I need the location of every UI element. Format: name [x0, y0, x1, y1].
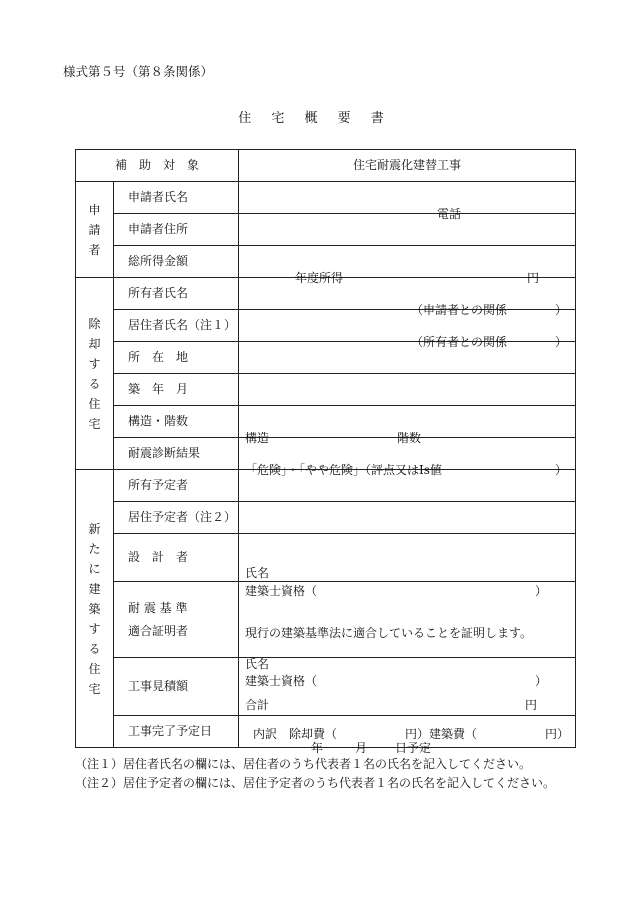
subsidy-row: [76, 150, 576, 182]
seismic-diagnosis-label: 耐震診断結果: [114, 438, 239, 470]
footnote-2: （注２）居住予定者の欄には、居住予定者のうち代表者１名の氏名を記入してください。: [75, 776, 556, 791]
designer-qualification: 建築士資格（: [245, 583, 318, 598]
new-resident-field[interactable]: [239, 502, 576, 534]
estimate-breakdown-demolish: 内訳 除却費（: [253, 726, 338, 741]
estimate-total-label: 合計: [245, 697, 270, 712]
designer-label: 設 計 者: [114, 534, 239, 582]
certifier-label: 耐 震 基 準 適合証明者: [114, 582, 239, 658]
applicant-group-label: 申 請 者: [76, 182, 114, 278]
owner-relation-close: ）: [555, 302, 568, 317]
document-title: 住 宅 概 要 書: [238, 111, 392, 126]
certifier-row: [76, 582, 576, 658]
designer-field[interactable]: [239, 534, 576, 598]
structure-row: [76, 406, 576, 438]
income-field[interactable]: [239, 246, 576, 285]
demolish-group-label: 除 却 す る 住 宅: [76, 278, 114, 470]
completion-year: 年: [311, 740, 324, 755]
applicant-name-field[interactable]: [239, 182, 576, 221]
owner-relation-label: （申請者との関係: [411, 302, 508, 317]
completion-label: 工事完了予定日: [114, 716, 239, 748]
estimate-label: 工事見積額: [114, 658, 239, 716]
structure-label: 構造・階数: [114, 406, 239, 438]
demolish-owner-label: 所有者氏名: [114, 278, 239, 310]
resident-relation-label: （所有者との関係: [411, 334, 508, 349]
subsidy-value: 住宅耐震化建替工事: [239, 150, 576, 182]
certifier-qualification: 建築士資格（: [245, 673, 318, 688]
estimate-divider: [239, 715, 575, 716]
estimate-total-yen: 円: [525, 697, 538, 712]
designer-row: [76, 534, 576, 582]
demolish-owner-field[interactable]: [239, 278, 576, 317]
certifier-name-label: 氏名: [245, 656, 270, 671]
location-label: 所 在 地: [114, 342, 239, 374]
applicant-address-field[interactable]: [239, 214, 576, 246]
estimate-row: [76, 658, 576, 716]
resident-relation-close: ）: [555, 334, 568, 349]
structure-field[interactable]: [239, 406, 576, 445]
estimate-breakdown-end: 円）: [545, 726, 570, 741]
applicant-name-row: [76, 182, 576, 214]
estimate-breakdown-build: 円）建築費（: [405, 726, 478, 741]
footnote-1: （注１）居住者氏名の欄には、居住者のうち代表者１名の氏名を記入してください。: [75, 757, 532, 771]
income-row: [76, 246, 576, 278]
seismic-diagnosis-text: 「危険」・「やや危険」（評点又はIs値: [245, 462, 442, 477]
new-resident-label: 居住予定者（注２）: [114, 502, 239, 534]
designer-qualification-close: ）: [535, 583, 548, 598]
completion-day: 日予定: [395, 740, 432, 755]
structure-text: 構造: [245, 430, 270, 445]
floors-text: 階数: [397, 430, 422, 445]
location-field[interactable]: [239, 342, 576, 374]
new-owner-label: 所有予定者: [114, 470, 239, 502]
built-date-field[interactable]: [239, 374, 576, 406]
footnotes: [75, 755, 555, 794]
built-date-label: 築 年 月: [114, 374, 239, 406]
income-label: 総所得金額: [114, 246, 239, 278]
new-house-group-label: 新 た に 建 築 す る 住 宅: [76, 470, 114, 748]
seismic-diagnosis-row: [76, 438, 576, 470]
applicant-name-label: 申請者氏名: [114, 182, 239, 214]
certifier-qualification-close: ）: [535, 673, 548, 688]
phone-label: 電話: [437, 206, 462, 221]
completion-month: 月: [355, 740, 368, 755]
income-yen: 円: [527, 270, 540, 285]
demolish-resident-field[interactable]: [239, 310, 576, 349]
applicant-address-label: 申請者住所: [114, 214, 239, 246]
seismic-diagnosis-close: ）: [555, 462, 568, 477]
demolish-resident-label: 居住者氏名（注１）: [114, 310, 239, 342]
applicant-address-row: [76, 214, 576, 246]
housing-summary-table: [75, 149, 576, 755]
income-year-label: 年度所得: [295, 270, 344, 285]
form-number: 様式第５号（第８条関係）: [63, 64, 214, 79]
certifier-statement: 現行の建築基準法に適合していることを証明します。: [245, 625, 533, 640]
new-resident-row: [76, 502, 576, 534]
built-date-row: [76, 374, 576, 406]
designer-name-label: 氏名: [245, 565, 270, 580]
subsidy-label: 補 助 対 象: [76, 150, 239, 182]
